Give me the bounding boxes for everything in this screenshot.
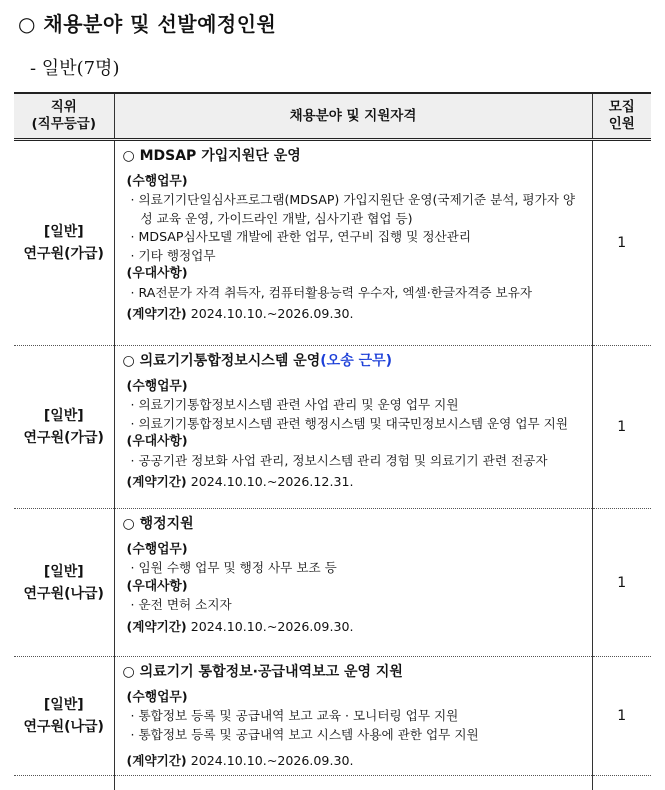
position-grade-cell <box>14 657 114 776</box>
recruitment-table <box>14 92 651 790</box>
field-title <box>123 352 584 371</box>
preference-label: (우대사항) <box>126 578 188 594</box>
field-qualification-cell <box>114 657 592 776</box>
position-label: [일반] <box>43 696 84 713</box>
field-title-text: ○ MDSAP 가입지원단 운영 <box>122 148 301 164</box>
contract-period <box>127 752 584 771</box>
position-level: 연구원(가급) <box>23 430 104 446</box>
empty-cell <box>14 775 114 790</box>
header-count <box>592 93 651 140</box>
duty-item: · 기타 행정업무 <box>130 247 216 263</box>
table-header-row <box>14 93 651 140</box>
header-field: 채용분야 및 지원자격 <box>114 93 592 140</box>
table-row <box>14 657 651 776</box>
preference-item: · RA전문가 자격 취득자, 컴퓨터활용능력 우수자, 엑셀·한글자격증 보유자 <box>130 284 533 300</box>
contract-period-value: 2024.10.10.~2026.09.30. <box>190 618 354 634</box>
contract-period-value: 2024.10.10.~2026.12.31. <box>190 474 354 489</box>
field-title <box>123 515 584 534</box>
field-title <box>123 663 584 682</box>
header-grade-line2: (직무등급) <box>31 116 96 132</box>
duties-label: (수행업무) <box>126 689 188 705</box>
position-grade-cell <box>14 509 114 657</box>
duties-label: (수행업무) <box>126 378 188 394</box>
duty-item: · 통합정보 등록 및 공급내역 보고 교육 · 모니터링 업무 지원 <box>130 708 459 723</box>
field-title <box>123 147 584 166</box>
header-count-line2: 인원 <box>608 116 635 132</box>
contract-period-label: (계약기간) <box>126 306 187 321</box>
position-label: [일반] <box>43 224 84 240</box>
contract-period <box>127 618 584 637</box>
duties-label: (수행업무) <box>126 541 188 557</box>
duties-label: (수행업무) <box>126 173 188 189</box>
duty-item: · 임원 수행 업무 및 행정 사무 보조 등 <box>130 560 337 575</box>
table-row <box>14 509 651 657</box>
contract-period-label: (계약기간) <box>126 753 187 768</box>
position-grade-cell <box>14 140 114 346</box>
duty-item: · 통합정보 등록 및 공급내역 보고 시스템 사용에 관한 업무 지원 <box>130 726 479 742</box>
position-level: 연구원(나급) <box>23 718 104 735</box>
contract-period-value: 2024.10.10.~2026.09.30. <box>190 753 354 768</box>
page-heading: ○ 채용분야 및 선발예정인원 <box>18 12 277 36</box>
field-qualification-cell <box>114 509 592 657</box>
headcount-cell: 1 <box>592 657 651 776</box>
headcount-cell: 1 <box>592 140 651 346</box>
empty-cell <box>114 775 592 790</box>
preference-label: (우대사항) <box>126 266 188 281</box>
page-subheading: - 일반(7명) <box>30 58 120 79</box>
field-title-text: ○ 의료기기 통합정보·공급내역보고 운영 지원 <box>122 664 403 680</box>
work-location-note: (오송 근무) <box>320 353 393 369</box>
header-count-line1: 모집 <box>608 99 635 115</box>
duty-item: · 의료기기단일심사프로그램(MDSAP) 가입지원단 운영(국제기준 분석, 평가자 양성 교육 운영, 가이드라인 개발, 심사기관 협업 등) <box>130 192 576 226</box>
contract-period-label: (계약기간) <box>126 618 187 634</box>
headcount-cell: 1 <box>592 509 651 657</box>
position-grade-cell <box>14 346 114 509</box>
field-title-text: ○ 행정지원 <box>122 516 194 532</box>
position-label: [일반] <box>43 563 84 580</box>
position-label: [일반] <box>43 408 84 424</box>
preference-label: (우대사항) <box>126 434 188 449</box>
preference-item: · 공공기관 정보화 사업 관리, 정보시스템 관리 경험 및 의료기기 관련 전공자 <box>130 452 548 468</box>
field-title-text: ○ 의료기기통합정보시스템 운영 <box>122 353 321 369</box>
field-qualification-cell <box>114 346 592 509</box>
preference-item: · 운전 면허 소지자 <box>130 597 232 612</box>
position-level: 연구원(가급) <box>23 246 104 262</box>
contract-period-value: 2024.10.10.~2026.09.30. <box>190 306 354 321</box>
duty-item: · 의료기기통합정보시스템 관련 행정시스템 및 대국민정보시스템 운영 업무 지원 <box>130 415 568 431</box>
duty-item: · MDSAP심사모델 개발에 관한 업무, 연구비 집행 및 정산관리 <box>130 229 472 244</box>
duty-item: · 의료기기통합정보시스템 관련 사업 관리 및 운영 업무 지원 <box>130 397 459 412</box>
headcount-cell: 1 <box>592 346 651 509</box>
empty-cell <box>592 775 651 790</box>
header-grade-line1: 직위 <box>50 99 77 115</box>
field-qualification-cell <box>114 140 592 346</box>
position-level: 연구원(나급) <box>23 585 104 602</box>
contract-period <box>127 473 584 492</box>
table-row-cutoff <box>14 775 651 790</box>
header-grade <box>14 93 114 140</box>
table-row <box>14 140 651 346</box>
contract-period-label: (계약기간) <box>126 474 187 489</box>
contract-period <box>127 305 584 324</box>
table-row <box>14 346 651 509</box>
